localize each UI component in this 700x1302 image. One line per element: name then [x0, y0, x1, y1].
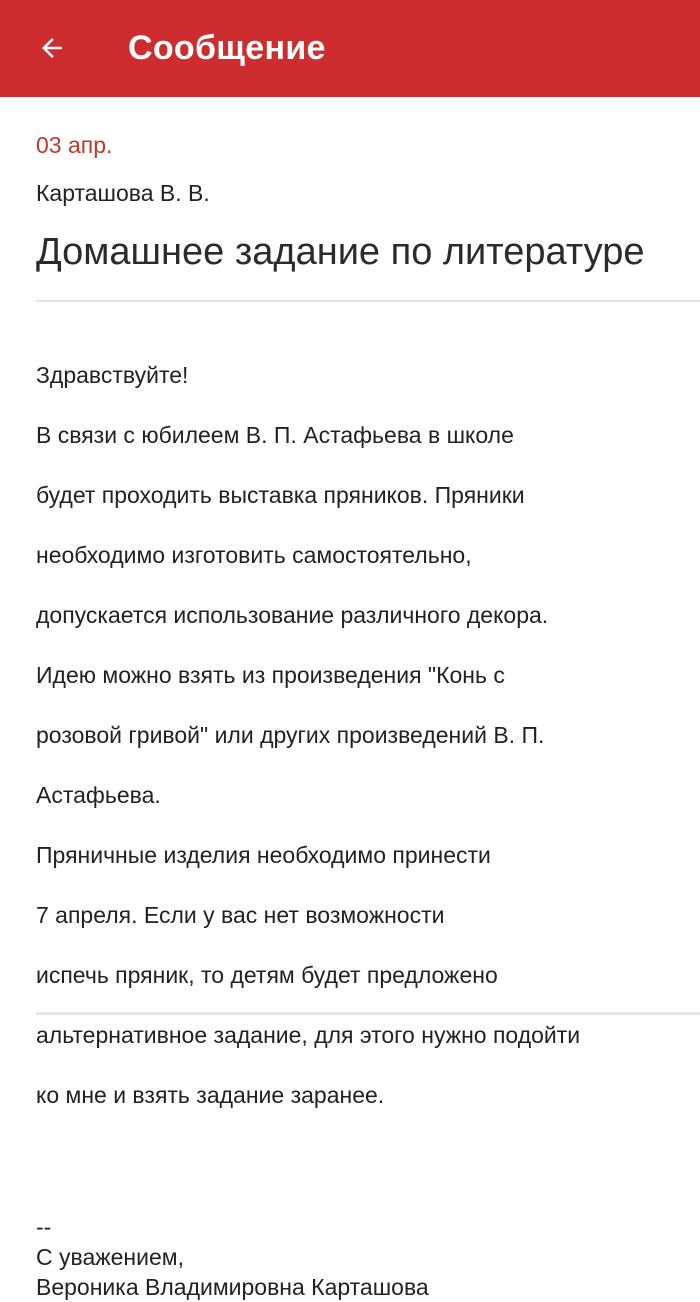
arrow-left-icon: [37, 33, 67, 63]
message-subject: Домашнее задание по литературе: [36, 231, 645, 273]
body-line: В связи с юбилеем В. П. Астафьева в школе: [36, 422, 514, 448]
message-signature: [36, 1212, 700, 1302]
body-line: альтернативное задание, для этого нужно подойти: [36, 1022, 581, 1048]
divider: [36, 300, 700, 302]
body-line: розовой гривой" или других произведений В. П.: [36, 722, 545, 748]
body-line: Астафьева.: [36, 782, 161, 808]
page-title: Сообщение: [128, 29, 326, 67]
signature-closing: С уважением,: [36, 1244, 184, 1270]
message-date: 03 апр.: [36, 132, 113, 158]
body-line: Пряничные изделия необходимо принести: [36, 842, 491, 868]
message-view: [36, 97, 700, 1302]
message-body: [36, 330, 676, 1140]
body-line: необходимо изготовить самостоятельно,: [36, 542, 472, 568]
signature-name: Вероника Владимировна Карташова: [36, 1274, 429, 1300]
signature-separator: --: [36, 1214, 52, 1240]
bottom-divider: [36, 1012, 700, 1015]
body-line: Здравствуйте!: [36, 362, 189, 388]
body-line: ко мне и взять задание заранее.: [36, 1082, 385, 1108]
body-line: испечь пряник, то детям будет предложено: [36, 962, 498, 988]
body-line: будет проходить выставка пряников. Пряники: [36, 482, 525, 508]
body-line: 7 апреля. Если у вас нет возможности: [36, 902, 445, 928]
message-sender: Карташова В. В.: [36, 180, 210, 206]
body-line: Идею можно взять из произведения "Конь с: [36, 662, 505, 688]
back-button[interactable]: [24, 20, 80, 76]
app-bar: [0, 0, 700, 97]
body-line: допускается использование различного декора.: [36, 602, 549, 628]
